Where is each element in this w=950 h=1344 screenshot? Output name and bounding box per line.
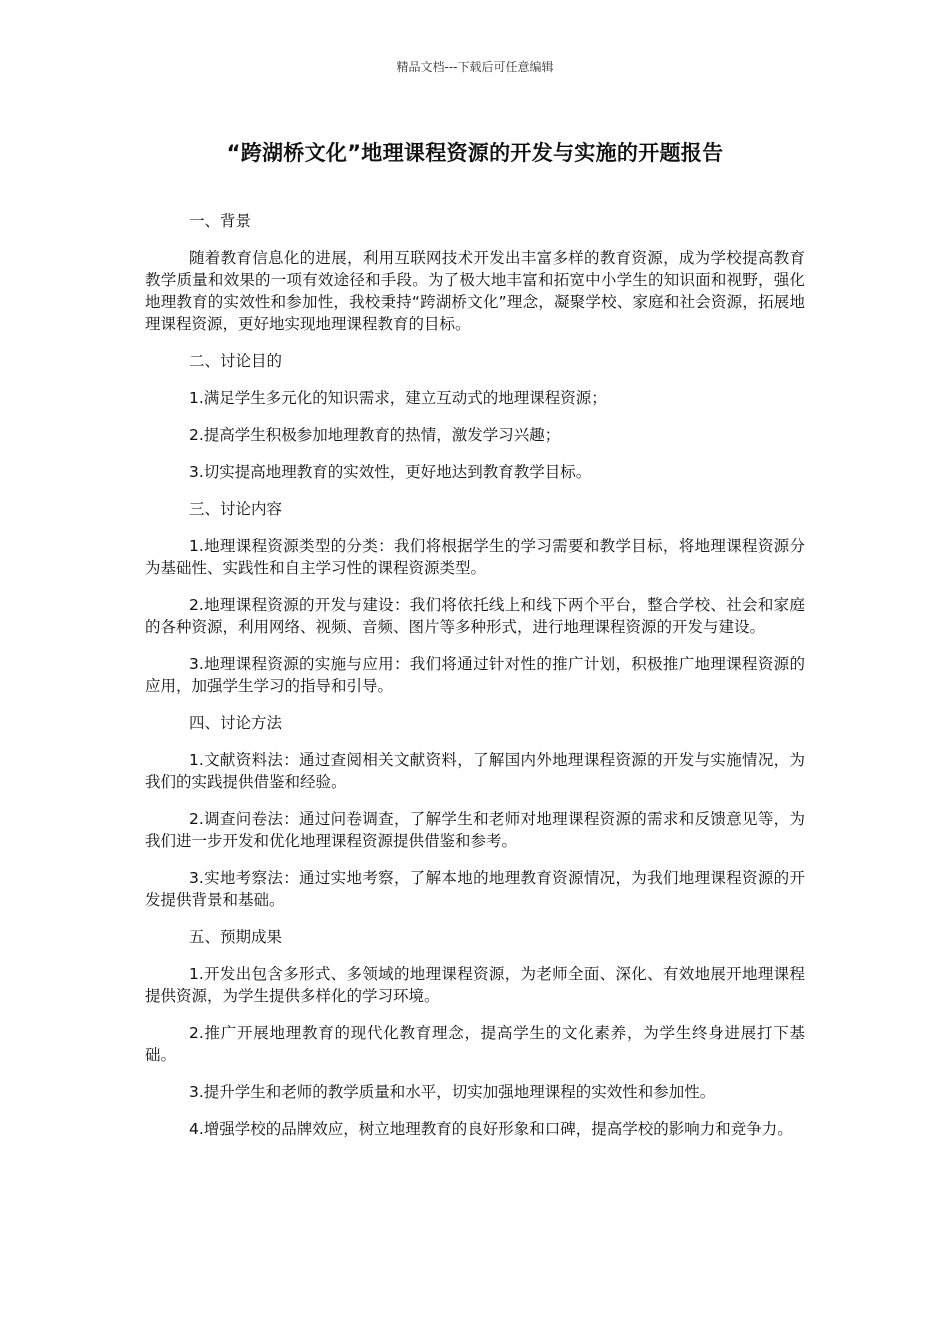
document-body: [145, 210, 805, 1155]
paragraph: 1.开发出包含多形式、多领域的地理课程资源，为老师全面、深化、有效地展开地理课程提供资源，为学生提供多样化的学习环境。: [145, 965, 805, 1005]
section-heading: 三、讨论内容: [189, 500, 283, 518]
section-heading: 一、背景: [189, 212, 252, 230]
section-heading: 二、讨论目的: [189, 352, 283, 370]
paragraph: 2.调查问卷法：通过问卷调查，了解学生和老师对地理课程资源的需求和反馈意见等，为我们进一步开发和优化地理课程资源提供借鉴和参考。: [145, 810, 805, 850]
paragraph: 3.切实提高地理教育的实效性，更好地达到教育教学目标。: [189, 463, 592, 481]
paragraph: 随着教育信息化的进展，利用互联网技术开发出丰富多样的教育资源，成为学校提高教育教学质量和效果的一项有效途径和手段。为了极大地丰富和拓宽中小学生的知识面和视野，强化地理教育的实效性和参加性，我校秉持“跨湖桥文化”理念，凝聚学校、家庭和社会资源，拓展地理课程资源，更好地实现地理课程教育的目标。: [145, 249, 805, 333]
paragraph: 1.文献资料法：通过查阅相关文献资料，了解国内外地理课程资源的开发与实施情况，为我们的实践提供借鉴和经验。: [145, 751, 805, 791]
paragraph: 2.推广开展地理教育的现代化教育理念，提高学生的文化素养，为学生终身进展打下基础。: [145, 1024, 805, 1064]
section-heading: 五、预期成果: [189, 928, 283, 946]
paragraph: 3.提升学生和老师的教学质量和水平，切实加强地理课程的实效性和参加性。: [189, 1083, 716, 1101]
section-content: [145, 498, 805, 697]
paragraph: 2.地理课程资源的开发与建设：我们将依托线上和线下两个平台，整合学校、社会和家庭的各种资源，利用网络、视频、音频、图片等多种形式，进行地理课程资源的开发与建设。: [145, 596, 805, 636]
paragraph: 2.提高学生积极参加地理教育的热情，激发学习兴趣；: [189, 426, 561, 444]
paragraph: 3.实地考察法：通过实地考察，了解本地的地理教育资源情况，为我们地理课程资源的开发提供背景和基础。: [145, 869, 805, 909]
section-purpose: [145, 350, 805, 483]
document-title: “跨湖桥文化”地理课程资源的开发与实施的开题报告: [226, 141, 724, 165]
paragraph: 1.地理课程资源类型的分类：我们将根据学生的学习需要和教学目标，将地理课程资源分为基础性、实践性和自主学习性的课程资源类型。: [145, 537, 805, 577]
paragraph: 1.满足学生多元化的知识需求，建立互动式的地理课程资源；: [189, 389, 607, 407]
section-background: [145, 210, 805, 335]
section-methods: [145, 712, 805, 911]
section-outcomes: [145, 926, 805, 1140]
section-heading: 四、讨论方法: [189, 714, 283, 732]
paragraph: 3.地理课程资源的实施与应用：我们将通过针对性的推广计划，积极推广地理课程资源的应用，加强学生学习的指导和引导。: [145, 655, 805, 695]
paragraph: 4.增强学校的品牌效应，树立地理教育的良好形象和口碑，提高学校的影响力和竞争力。: [189, 1120, 793, 1138]
page-header: 精品文档---下载后可任意编辑: [396, 60, 554, 74]
